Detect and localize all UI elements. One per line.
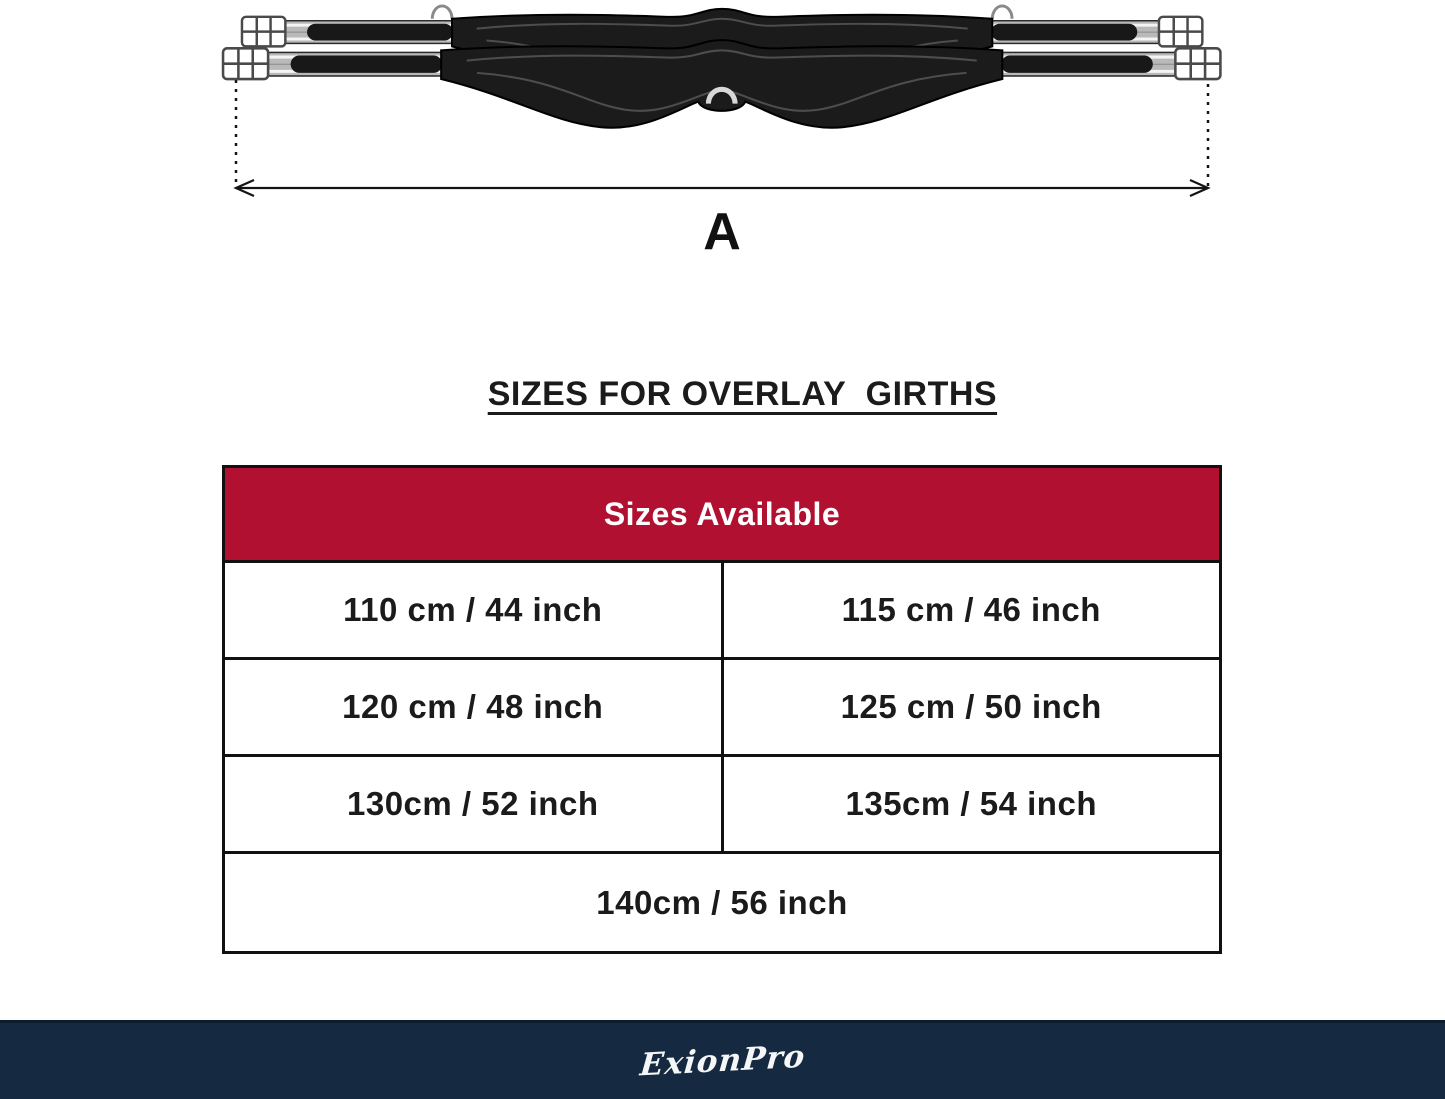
table-row [225,757,1219,854]
size-table [222,465,1222,954]
girth-loop-icon [432,6,452,19]
size-table-header [225,468,1219,563]
table-row-full-width [225,854,1219,951]
size-cell: 140cm / 56 inch [596,883,848,921]
size-cell: 130cm / 52 inch [225,757,724,851]
size-table-header-label: Sizes Available [603,495,841,532]
page-title-text: SIZES FOR OVERLAY GIRTHS [487,375,998,413]
girth-body [441,40,1002,128]
size-cell: 110 cm / 44 inch [225,563,724,657]
elastic-end-left [275,21,458,44]
girth-loop-icon [992,6,1012,19]
elastic-end-right [995,52,1185,76]
size-cell: 125 cm / 50 inch [840,688,1102,725]
girth-drawing-front [223,40,1220,128]
elastic-end-left [258,52,448,76]
brand-logo: ExionPro [638,1038,807,1084]
girth-diagram [220,2,1225,261]
elastic-end-right [985,21,1168,44]
table-row [225,660,1219,757]
dimension-label-a: A [703,203,742,261]
size-cell: 135cm / 54 inch [845,785,1097,822]
buckle-icon-right [1175,48,1220,79]
buckle-icon-left [242,17,285,47]
size-cell: 115 cm / 46 inch [841,591,1101,628]
footer-bar [0,1020,1445,1099]
page-title [0,336,1445,453]
size-cell: 120 cm / 48 inch [225,660,724,754]
buckle-icon-right [1159,17,1202,47]
buckle-icon-left [223,48,268,79]
table-row [225,563,1219,660]
